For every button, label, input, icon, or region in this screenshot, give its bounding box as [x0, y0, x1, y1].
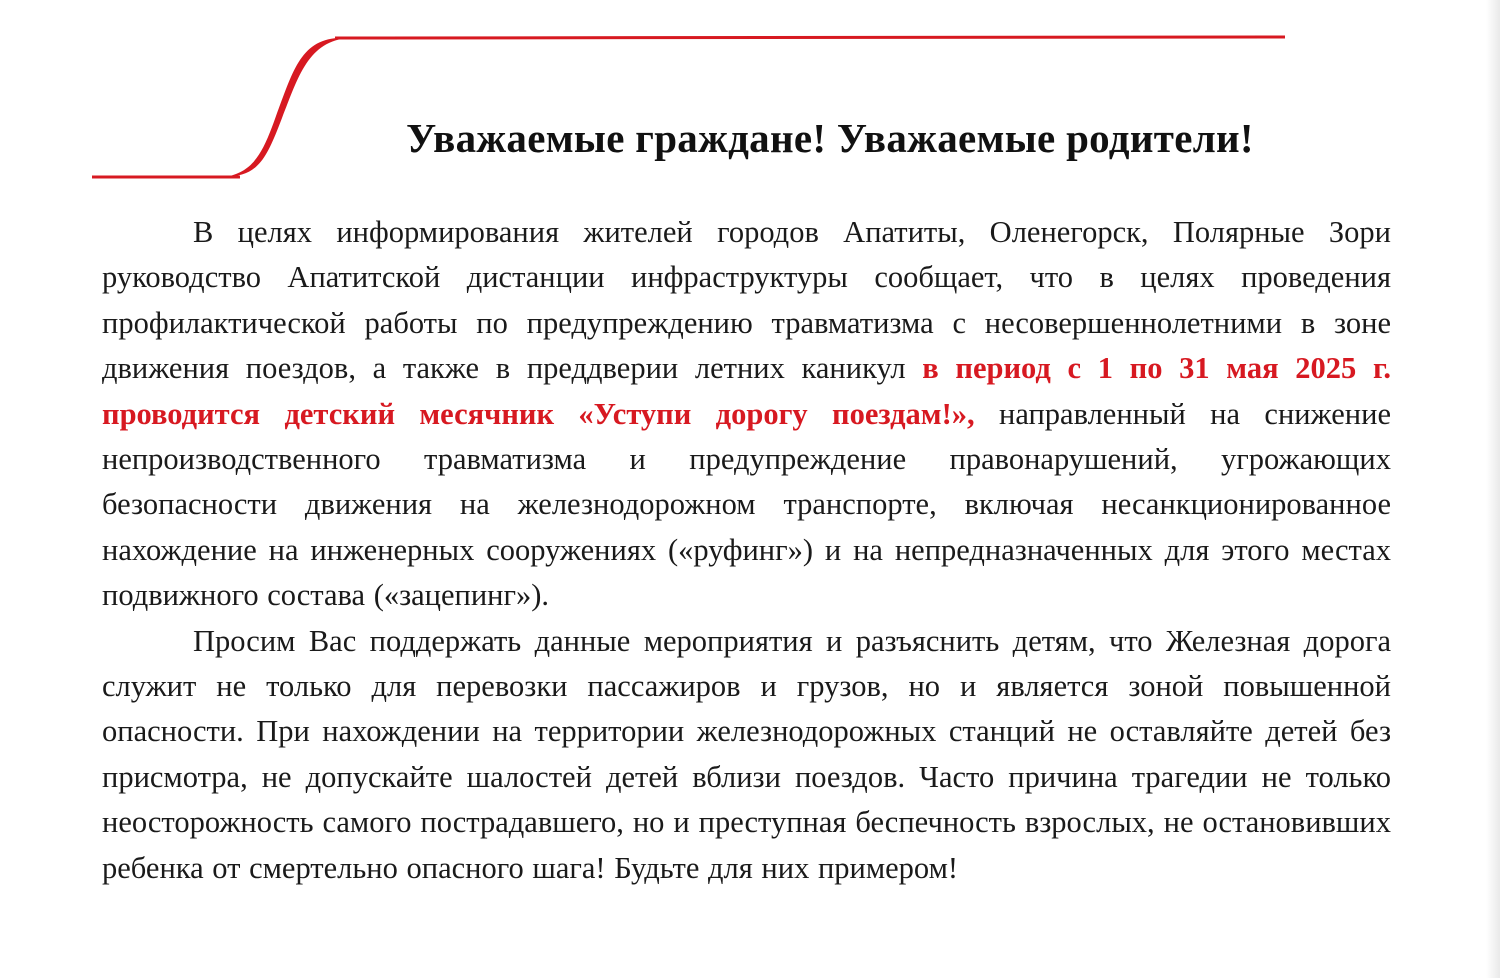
page-title: Уважаемые граждане! Уважаемые родители!: [406, 115, 1254, 161]
paragraph-request: Просим Вас поддержать данные мероприятия и разъяснить детям, что Железная дорога служит не только для перевозки пассажиров и грузов, но и является зоной повышенной опасности. При нахождении на территории железнодорожных станций не оставляйте детей без присмотра, не допускайте шалостей детей вблизи поездов. Часто причина трагедии не только неосторожность самого пострадавшего, но и преступная беспечность взрослых, не остановивших ребенка от смертельно опасного шага! Будьте для них примером!: [102, 623, 1391, 885]
paragraph-announcement: [102, 210, 1391, 619]
announcement-highlight: в период с 1 по 31 мая 2025 г. проводится детский месячник «Уступи дорогу поездам!»,: [102, 351, 1391, 431]
announcement-intro: В целях информирования жителей городов Апатиты, Оленегорск, Полярные Зори руководство Апатитской дистанции инфраструктуры сообщает, что в целях проведения профилактической работы по предупреждению травматизма с несовершеннолетними в зоне движения поездов, а также в преддверии летних каникул: [102, 215, 1391, 386]
red-swoosh-decoration: [0, 0, 1500, 200]
swoosh-line-top: [335, 37, 1285, 38]
announcement-details: направленный на снижение непроизводственного травматизма и предупреждение правонарушений, угрожающих безопасности движения на железнодорожном транспорте, включая несанкционированное нахождение на инженерных сооружениях («руфинг») и на непредназначенных для этого местах подвижного состава («зацепинг»).: [102, 396, 1391, 613]
notice-body: [102, 210, 1391, 891]
